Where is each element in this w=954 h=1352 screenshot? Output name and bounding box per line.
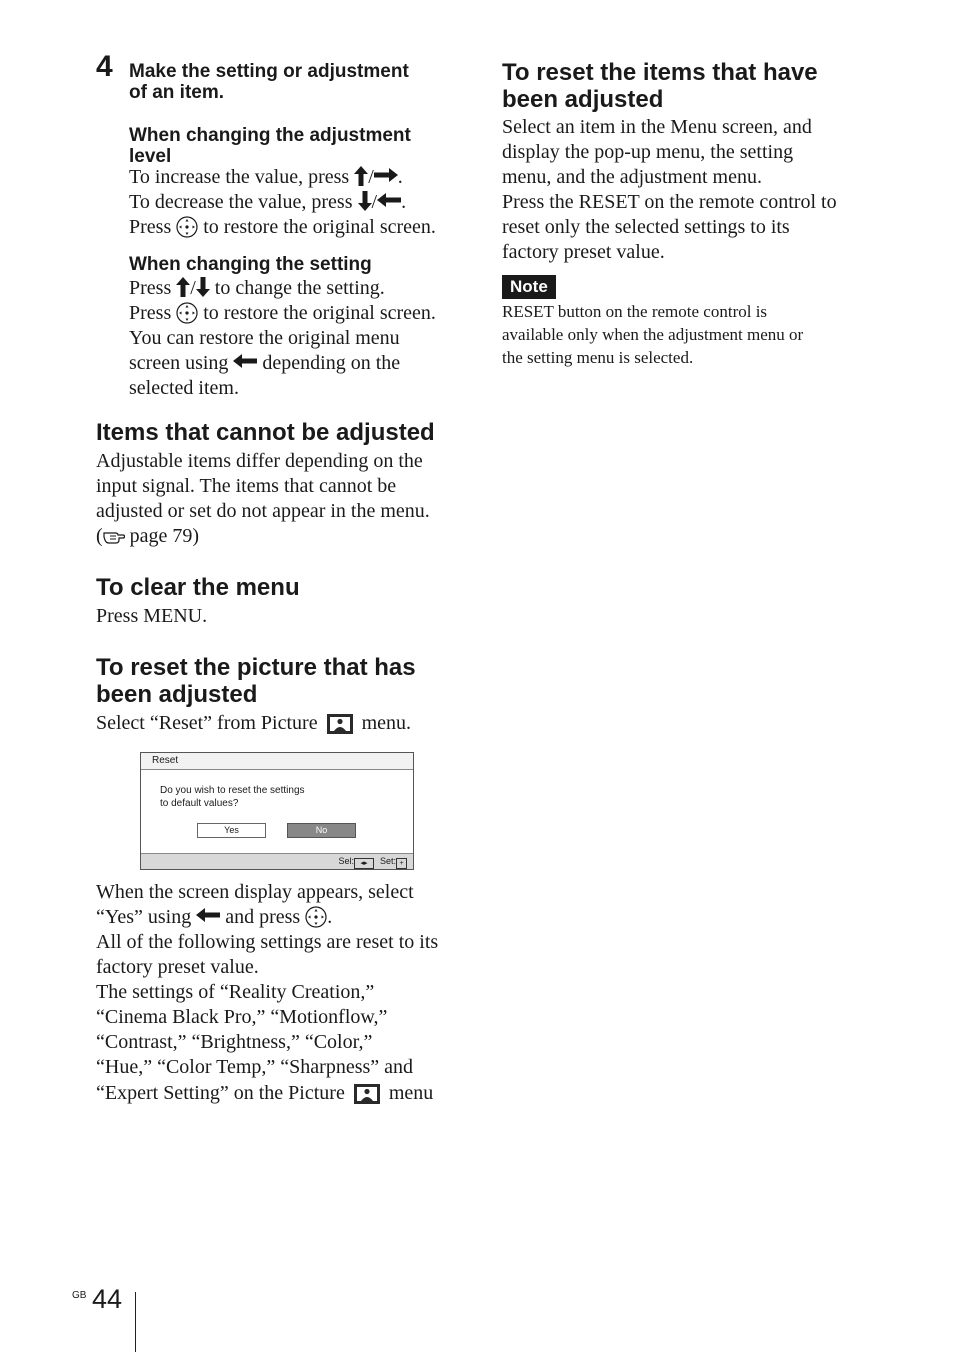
reset-items-line: menu, and the adjustment menu. <box>502 166 762 188</box>
change-text: to change the setting. <box>214 277 385 299</box>
reset-items-line: reset only the selected settings to its <box>502 216 790 238</box>
step-4-heading-line: Make the setting or adjustment <box>129 61 409 82</box>
items-cannot-body <box>96 449 466 549</box>
after-line: All of the following settings are reset to its <box>96 931 439 953</box>
enter-button-icon <box>176 216 198 238</box>
after-line: When the screen display appears, select <box>96 881 414 903</box>
items-cannot-heading: Items that cannot be adjusted <box>96 419 435 446</box>
sel-label: Sel: <box>338 856 354 866</box>
region-label: GB <box>72 1290 87 1301</box>
reset-items-line: factory preset value. <box>502 241 665 263</box>
setting-heading: When changing the setting <box>129 254 372 275</box>
menu-restore-line: You can restore the original menu <box>129 327 400 349</box>
reset-picture-after <box>96 880 466 1106</box>
increase-line: To increase the value, press / . <box>129 166 403 188</box>
set-key-icon: + <box>396 858 407 869</box>
down-arrow-icon <box>196 277 210 297</box>
reset-items-body <box>502 115 872 265</box>
set-label: Set: <box>379 856 396 866</box>
step-4-heading <box>129 61 469 103</box>
restore-text: to restore the original screen. <box>203 302 436 324</box>
left-arrow-icon <box>377 193 401 207</box>
reset-dialog <box>140 752 414 870</box>
menu-restore-line: selected item. <box>129 377 239 399</box>
footer-divider <box>135 1292 136 1352</box>
picture-menu-icon <box>327 714 353 734</box>
menu-restore-text: screen using <box>129 352 229 374</box>
items-cannot-line: Adjustable items differ depending on the <box>96 450 423 472</box>
after-line: factory preset value. <box>96 956 259 978</box>
reset-items-heading-line: been adjusted <box>502 86 664 113</box>
dialog-title: Reset <box>141 753 413 770</box>
press-text: Press <box>129 216 172 238</box>
reset-items-line: Press the RESET on the remote control to <box>502 191 837 213</box>
after-line <box>96 1081 466 1106</box>
select-text: menu. <box>361 712 412 734</box>
menu-restore-text: depending on the <box>262 352 401 374</box>
up-arrow-icon <box>176 277 190 297</box>
dialog-message <box>160 784 305 810</box>
adjustment-level-heading-line: level <box>129 146 172 167</box>
reset-items-line: Select an item in the Menu screen, and <box>502 116 812 138</box>
step-4-number: 4 <box>96 50 113 83</box>
picture-menu-icon <box>354 1084 380 1104</box>
after-line: “Hue,” “Color Temp,” “Sharpness” and <box>96 1056 414 1078</box>
up-arrow-icon <box>354 166 368 186</box>
no-button[interactable]: No <box>287 823 356 838</box>
after-line: “Contrast,” “Brightness,” “Color,” <box>96 1031 373 1053</box>
last-text: “Expert Setting” on the Picture <box>96 1082 345 1104</box>
reset-picture-heading <box>96 654 466 708</box>
reset-items-line: display the pop-up menu, the setting <box>502 141 794 163</box>
yes-button[interactable]: Yes <box>197 823 266 838</box>
reset-items-heading-line: To reset the items that have <box>502 59 818 86</box>
note-badge: Note <box>502 275 556 299</box>
restore-text: to restore the original screen. <box>203 216 436 238</box>
ref-text: page 79) <box>129 525 200 547</box>
dialog-message-line: to default values? <box>160 798 239 809</box>
reset-items-heading <box>502 59 872 113</box>
restore-line <box>129 215 469 240</box>
reset-picture-select <box>96 711 411 736</box>
page-reference <box>96 524 466 549</box>
step-4-heading-line: of an item. <box>129 82 225 103</box>
ref-open: ( <box>96 525 103 547</box>
restore-line <box>129 301 469 326</box>
menu-restore-line <box>129 351 469 376</box>
dialog-footer <box>141 853 413 869</box>
setting-body <box>129 276 469 401</box>
after-line: “Cinema Black Pro,” “Motionflow,” <box>96 1006 388 1028</box>
enter-button-icon <box>176 302 198 324</box>
clear-menu-body: Press MENU. <box>96 605 208 627</box>
decrease-line: To decrease the value, press / . <box>129 191 407 213</box>
items-cannot-line: adjusted or set do not appear in the menu. <box>96 500 430 522</box>
adjustment-level-heading-line: When changing the adjustment <box>129 125 411 146</box>
yes-text: “Yes” using <box>96 906 192 928</box>
right-arrow-icon <box>374 168 398 182</box>
select-keys-icon: ◂▸ <box>354 858 374 869</box>
after-line: The settings of “Reality Creation,” <box>96 981 375 1003</box>
yes-text: and press <box>225 906 301 928</box>
reset-picture-heading-line: To reset the picture that has <box>96 654 416 681</box>
note-line: available only when the adjustment menu or <box>502 325 804 344</box>
adjustment-level-body <box>129 165 469 240</box>
clear-menu-heading: To clear the menu <box>96 574 300 601</box>
note-line: the setting menu is selected. <box>502 348 694 367</box>
down-arrow-icon <box>358 191 372 211</box>
reset-picture-heading-line: been adjusted <box>96 681 258 708</box>
note-body <box>502 300 872 369</box>
dialog-message-line: Do you wish to reset the settings <box>160 785 305 796</box>
press-text: Press <box>129 277 172 299</box>
increase-text: To increase the value, press <box>129 166 350 188</box>
after-line <box>96 905 466 930</box>
last-text: menu <box>388 1082 434 1104</box>
left-arrow-icon <box>233 354 257 368</box>
select-text: Select “Reset” from Picture <box>96 712 318 734</box>
yes-text: . <box>327 906 333 928</box>
items-cannot-line: input signal. The items that cannot be <box>96 475 397 497</box>
decrease-text: To decrease the value, press <box>129 191 353 213</box>
left-arrow-icon <box>196 908 220 922</box>
adjustment-level-heading <box>129 125 469 167</box>
change-setting-line: Press / to change the setting. <box>129 277 385 299</box>
press-text: Press <box>129 302 172 324</box>
page-number: 44 <box>92 1284 123 1314</box>
pointing-hand-icon <box>103 528 125 544</box>
note-line: RESET button on the remote control is <box>502 302 768 321</box>
enter-button-icon <box>305 906 327 928</box>
